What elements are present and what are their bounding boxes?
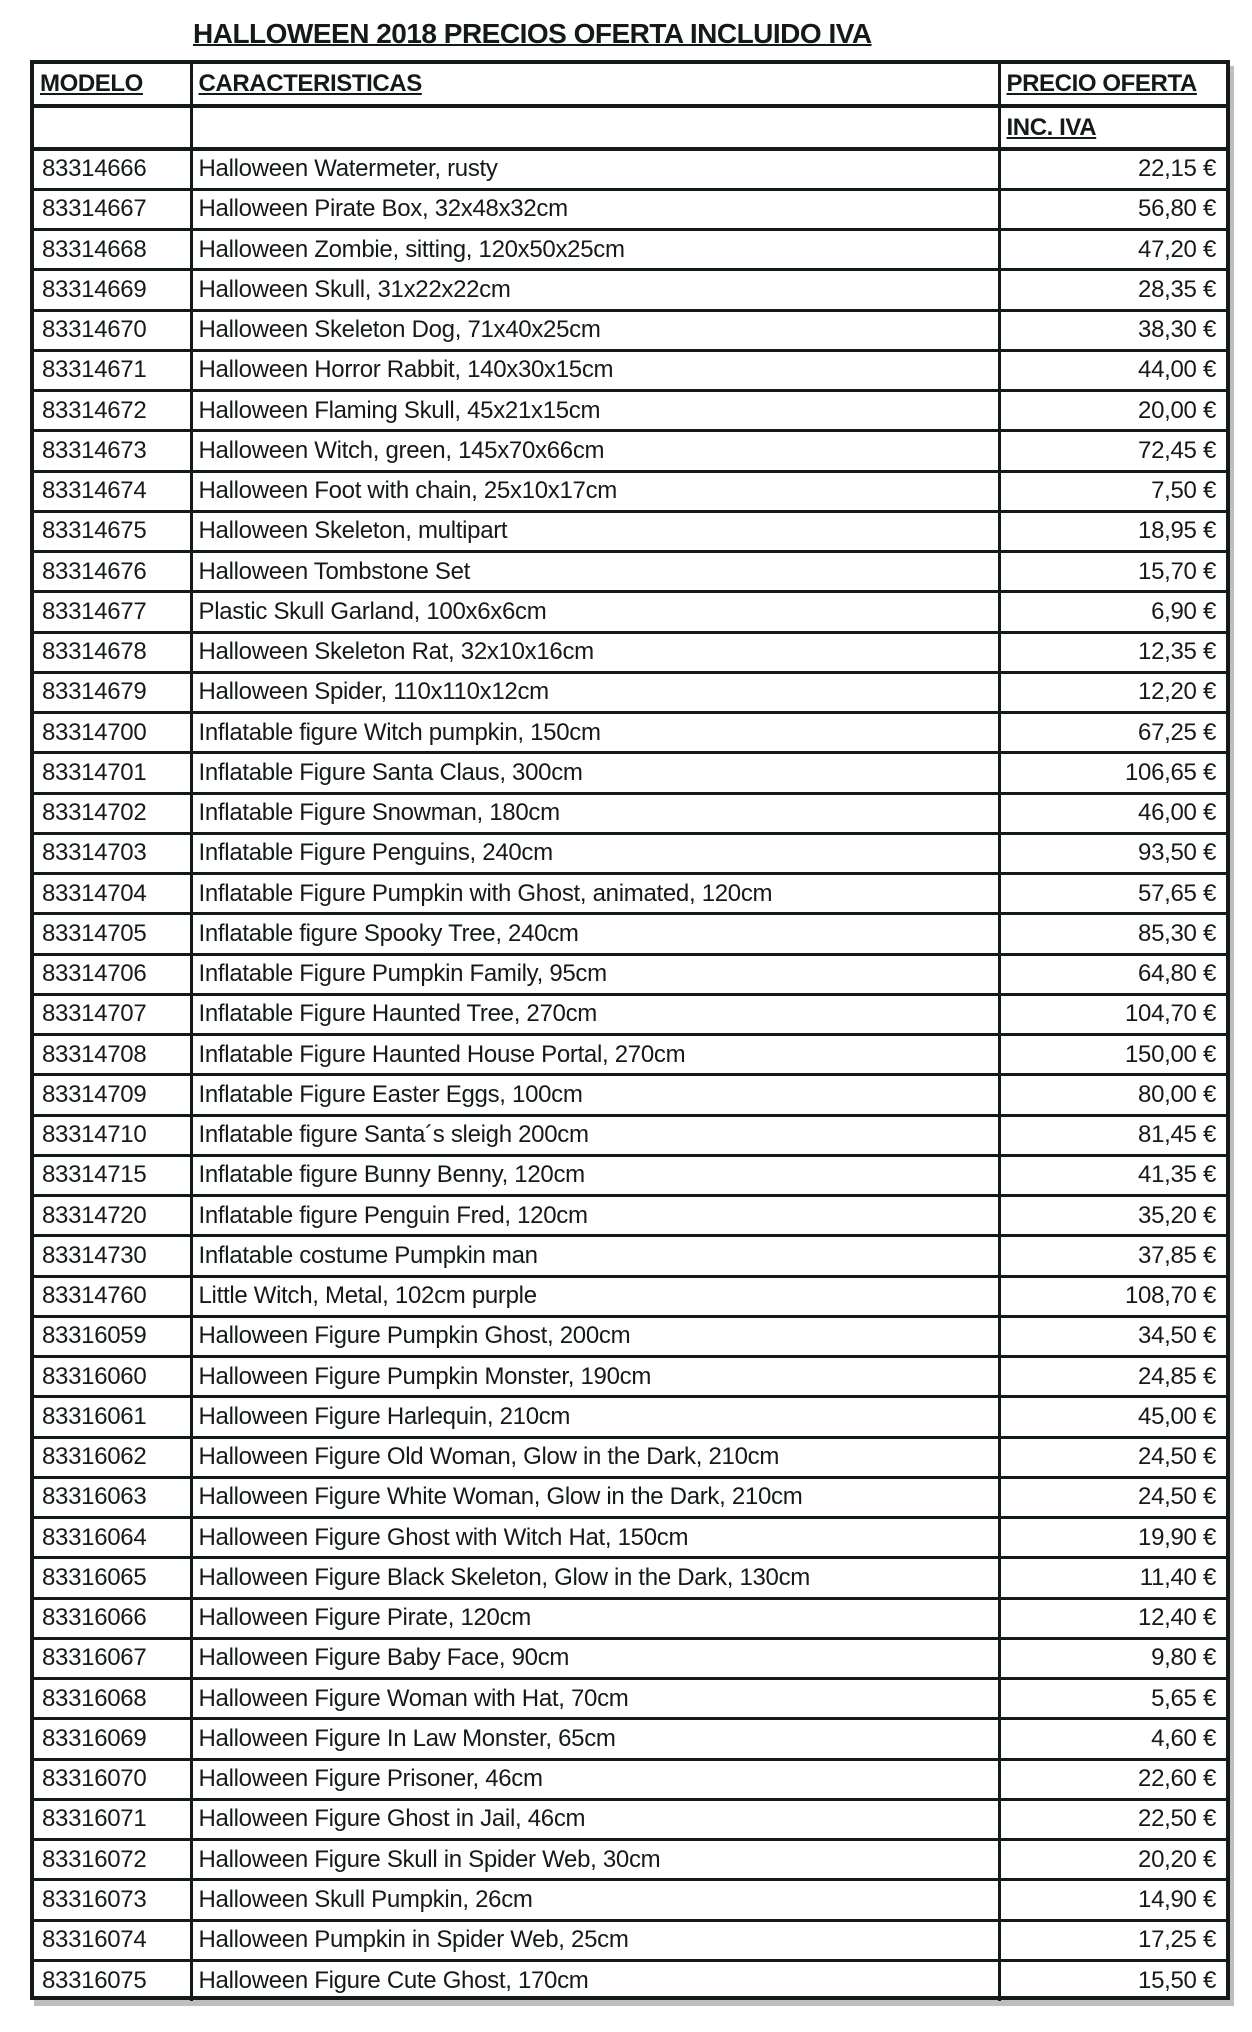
column-header-price-vat: INC. IVA	[999, 106, 1226, 149]
page-title: HALLOWEEN 2018 PRECIOS OFERTA INCLUIDO IVA	[193, 18, 872, 49]
table-row	[34, 1880, 1226, 1920]
description-cell: Inflatable Figure Pumpkin with Ghost, animated, 120cm	[191, 874, 999, 914]
model-cell: 83314715	[34, 1155, 191, 1195]
description-cell: Halloween Tombstone Set	[191, 552, 999, 592]
table-row	[34, 1840, 1226, 1880]
column-header-features: CARACTERISTICAS	[191, 64, 999, 106]
description-cell: Plastic Skull Garland, 100x6x6cm	[191, 592, 999, 632]
table-row	[34, 310, 1226, 350]
description-cell: Halloween Watermeter, rusty	[191, 149, 999, 189]
header-row	[34, 64, 1226, 106]
table-row	[34, 1035, 1226, 1075]
model-cell: 83314669	[34, 270, 191, 310]
price-cell: 12,20 €	[999, 672, 1226, 712]
description-cell: Inflatable figure Spooky Tree, 240cm	[191, 914, 999, 954]
price-cell: 72,45 €	[999, 431, 1226, 471]
table-row	[34, 1236, 1226, 1276]
description-cell: Halloween Skeleton, multipart	[191, 511, 999, 551]
description-cell: Halloween Figure Harlequin, 210cm	[191, 1397, 999, 1437]
price-cell: 41,35 €	[999, 1155, 1226, 1195]
price-cell: 22,15 €	[999, 149, 1226, 189]
price-cell: 85,30 €	[999, 914, 1226, 954]
table-row	[34, 1196, 1226, 1236]
table-row	[34, 954, 1226, 994]
table-body	[34, 149, 1226, 2001]
model-cell: 83314668	[34, 230, 191, 270]
table-row	[34, 511, 1226, 551]
description-cell: Inflatable figure Penguin Fred, 120cm	[191, 1196, 999, 1236]
table-row	[34, 1719, 1226, 1759]
price-cell: 17,25 €	[999, 1920, 1226, 1960]
table-row	[34, 1920, 1226, 1960]
model-cell: 83316073	[34, 1880, 191, 1920]
description-cell: Inflatable costume Pumpkin man	[191, 1236, 999, 1276]
table-row	[34, 1397, 1226, 1437]
description-cell: Halloween Figure Pumpkin Monster, 190cm	[191, 1357, 999, 1397]
price-table-container	[30, 60, 1230, 2000]
description-cell: Halloween Foot with chain, 25x10x17cm	[191, 471, 999, 511]
description-cell: Inflatable Figure Snowman, 180cm	[191, 793, 999, 833]
table-row	[34, 1638, 1226, 1678]
price-cell: 18,95 €	[999, 511, 1226, 551]
price-table	[34, 64, 1226, 2001]
price-cell: 6,90 €	[999, 592, 1226, 632]
model-cell: 83314672	[34, 391, 191, 431]
description-cell: Halloween Figure Ghost in Jail, 46cm	[191, 1799, 999, 1839]
description-cell: Inflatable figure Bunny Benny, 120cm	[191, 1155, 999, 1195]
price-cell: 56,80 €	[999, 189, 1226, 229]
price-cell: 150,00 €	[999, 1035, 1226, 1075]
model-cell: 83316070	[34, 1759, 191, 1799]
model-cell: 83316059	[34, 1316, 191, 1356]
description-cell: Halloween Figure Baby Face, 90cm	[191, 1638, 999, 1678]
model-cell: 83314706	[34, 954, 191, 994]
table-row	[34, 1558, 1226, 1598]
column-header-price: PRECIO OFERTA	[999, 64, 1226, 106]
description-cell: Inflatable Figure Pumpkin Family, 95cm	[191, 954, 999, 994]
table-row	[34, 1155, 1226, 1195]
description-cell: Inflatable Figure Easter Eggs, 100cm	[191, 1075, 999, 1115]
price-cell: 20,00 €	[999, 391, 1226, 431]
model-cell: 83314703	[34, 833, 191, 873]
price-cell: 4,60 €	[999, 1719, 1226, 1759]
description-cell: Halloween Horror Rabbit, 140x30x15cm	[191, 350, 999, 390]
model-cell: 83316063	[34, 1477, 191, 1517]
description-cell: Halloween Flaming Skull, 45x21x15cm	[191, 391, 999, 431]
model-cell: 83316074	[34, 1920, 191, 1960]
price-cell: 80,00 €	[999, 1075, 1226, 1115]
model-cell: 83316061	[34, 1397, 191, 1437]
price-cell: 81,45 €	[999, 1115, 1226, 1155]
price-cell: 104,70 €	[999, 994, 1226, 1034]
table-row	[34, 1799, 1226, 1839]
price-cell: 22,60 €	[999, 1759, 1226, 1799]
description-cell: Halloween Skull, 31x22x22cm	[191, 270, 999, 310]
price-cell: 93,50 €	[999, 833, 1226, 873]
price-cell: 28,35 €	[999, 270, 1226, 310]
price-cell: 47,20 €	[999, 230, 1226, 270]
description-cell: Inflatable figure Santa´s sleigh 200cm	[191, 1115, 999, 1155]
description-cell: Halloween Skeleton Dog, 71x40x25cm	[191, 310, 999, 350]
table-row	[34, 1960, 1226, 2000]
table-row	[34, 1357, 1226, 1397]
table-row	[34, 149, 1226, 189]
description-cell: Halloween Skeleton Rat, 32x10x16cm	[191, 632, 999, 672]
model-cell: 83316068	[34, 1679, 191, 1719]
column-header-model: MODELO	[34, 64, 191, 106]
description-cell: Halloween Zombie, sitting, 120x50x25cm	[191, 230, 999, 270]
price-cell: 57,65 €	[999, 874, 1226, 914]
table-row	[34, 994, 1226, 1034]
table-row	[34, 1437, 1226, 1477]
price-cell: 44,00 €	[999, 350, 1226, 390]
price-cell: 24,85 €	[999, 1357, 1226, 1397]
description-cell: Halloween Pumpkin in Spider Web, 25cm	[191, 1920, 999, 1960]
model-cell: 83314710	[34, 1115, 191, 1155]
price-cell: 24,50 €	[999, 1437, 1226, 1477]
table-row	[34, 1679, 1226, 1719]
price-cell: 38,30 €	[999, 310, 1226, 350]
model-cell: 83314730	[34, 1236, 191, 1276]
table-row	[34, 713, 1226, 753]
description-cell: Halloween Figure Cute Ghost, 170cm	[191, 1960, 999, 2000]
model-cell: 83316062	[34, 1437, 191, 1477]
description-cell: Inflatable figure Witch pumpkin, 150cm	[191, 713, 999, 753]
model-cell: 83314707	[34, 994, 191, 1034]
header-row-2	[34, 106, 1226, 149]
price-cell: 108,70 €	[999, 1276, 1226, 1316]
price-cell: 15,50 €	[999, 1960, 1226, 2000]
table-row	[34, 592, 1226, 632]
price-cell: 37,85 €	[999, 1236, 1226, 1276]
price-cell: 106,65 €	[999, 753, 1226, 793]
price-cell: 22,50 €	[999, 1799, 1226, 1839]
model-cell: 83316066	[34, 1598, 191, 1638]
description-cell: Halloween Figure Pirate, 120cm	[191, 1598, 999, 1638]
model-cell: 83314677	[34, 592, 191, 632]
description-cell: Halloween Witch, green, 145x70x66cm	[191, 431, 999, 471]
table-row	[34, 833, 1226, 873]
model-cell: 83314670	[34, 310, 191, 350]
description-cell: Halloween Figure Old Woman, Glow in the Dark, 210cm	[191, 1437, 999, 1477]
description-cell: Halloween Figure Prisoner, 46cm	[191, 1759, 999, 1799]
model-cell: 83314675	[34, 511, 191, 551]
table-row	[34, 1759, 1226, 1799]
table-row	[34, 1276, 1226, 1316]
table-row	[34, 1477, 1226, 1517]
model-cell: 83316067	[34, 1638, 191, 1678]
model-cell: 83316071	[34, 1799, 191, 1839]
price-cell: 12,35 €	[999, 632, 1226, 672]
description-cell: Halloween Pirate Box, 32x48x32cm	[191, 189, 999, 229]
description-cell: Little Witch, Metal, 102cm purple	[191, 1276, 999, 1316]
table-row	[34, 189, 1226, 229]
model-cell: 83314701	[34, 753, 191, 793]
table-row	[34, 672, 1226, 712]
description-cell: Halloween Figure Skull in Spider Web, 30cm	[191, 1840, 999, 1880]
model-cell: 83314705	[34, 914, 191, 954]
table-row	[34, 1075, 1226, 1115]
description-cell: Inflatable Figure Santa Claus, 300cm	[191, 753, 999, 793]
description-cell: Halloween Spider, 110x110x12cm	[191, 672, 999, 712]
table-row	[34, 350, 1226, 390]
table-row	[34, 270, 1226, 310]
price-cell: 46,00 €	[999, 793, 1226, 833]
description-cell: Halloween Figure White Woman, Glow in the Dark, 210cm	[191, 1477, 999, 1517]
model-cell: 83316064	[34, 1518, 191, 1558]
header-blank-cell	[34, 106, 191, 149]
description-cell: Inflatable Figure Penguins, 240cm	[191, 833, 999, 873]
price-cell: 14,90 €	[999, 1880, 1226, 1920]
price-cell: 5,65 €	[999, 1679, 1226, 1719]
price-cell: 15,70 €	[999, 552, 1226, 592]
model-cell: 83314702	[34, 793, 191, 833]
description-cell: Halloween Figure Ghost with Witch Hat, 150cm	[191, 1518, 999, 1558]
model-cell: 83316065	[34, 1558, 191, 1598]
table-row	[34, 230, 1226, 270]
model-cell: 83314708	[34, 1035, 191, 1075]
price-cell: 67,25 €	[999, 713, 1226, 753]
description-cell: Halloween Figure Woman with Hat, 70cm	[191, 1679, 999, 1719]
price-cell: 24,50 €	[999, 1477, 1226, 1517]
model-cell: 83316060	[34, 1357, 191, 1397]
model-cell: 83314666	[34, 149, 191, 189]
table-row	[34, 1316, 1226, 1356]
table-row	[34, 1518, 1226, 1558]
description-cell: Halloween Figure Black Skeleton, Glow in the Dark, 130cm	[191, 1558, 999, 1598]
price-cell: 11,40 €	[999, 1558, 1226, 1598]
table-row	[34, 471, 1226, 511]
description-cell: Halloween Skull Pumpkin, 26cm	[191, 1880, 999, 1920]
model-cell: 83314679	[34, 672, 191, 712]
model-cell: 83314700	[34, 713, 191, 753]
table-row	[34, 1598, 1226, 1638]
model-cell: 83314674	[34, 471, 191, 511]
model-cell: 83314673	[34, 431, 191, 471]
price-cell: 35,20 €	[999, 1196, 1226, 1236]
table-row	[34, 431, 1226, 471]
description-cell: Inflatable Figure Haunted House Portal, 270cm	[191, 1035, 999, 1075]
price-cell: 9,80 €	[999, 1638, 1226, 1678]
price-cell: 12,40 €	[999, 1598, 1226, 1638]
description-cell: Inflatable Figure Haunted Tree, 270cm	[191, 994, 999, 1034]
header-blank-cell	[191, 106, 999, 149]
model-cell: 83316072	[34, 1840, 191, 1880]
model-cell: 83314760	[34, 1276, 191, 1316]
price-cell: 20,20 €	[999, 1840, 1226, 1880]
table-row	[34, 793, 1226, 833]
price-cell: 19,90 €	[999, 1518, 1226, 1558]
table-row	[34, 874, 1226, 914]
table-row	[34, 391, 1226, 431]
table-row	[34, 1115, 1226, 1155]
table-row	[34, 632, 1226, 672]
model-cell: 83314704	[34, 874, 191, 914]
price-cell: 45,00 €	[999, 1397, 1226, 1437]
model-cell: 83314720	[34, 1196, 191, 1236]
model-cell: 83314667	[34, 189, 191, 229]
price-cell: 7,50 €	[999, 471, 1226, 511]
model-cell: 83314676	[34, 552, 191, 592]
description-cell: Halloween Figure Pumpkin Ghost, 200cm	[191, 1316, 999, 1356]
description-cell: Halloween Figure In Law Monster, 65cm	[191, 1719, 999, 1759]
model-cell: 83316069	[34, 1719, 191, 1759]
table-row	[34, 552, 1226, 592]
price-cell: 64,80 €	[999, 954, 1226, 994]
model-cell: 83314671	[34, 350, 191, 390]
table-row	[34, 914, 1226, 954]
model-cell: 83314678	[34, 632, 191, 672]
model-cell: 83314709	[34, 1075, 191, 1115]
table-row	[34, 753, 1226, 793]
price-cell: 34,50 €	[999, 1316, 1226, 1356]
model-cell: 83316075	[34, 1960, 191, 2000]
